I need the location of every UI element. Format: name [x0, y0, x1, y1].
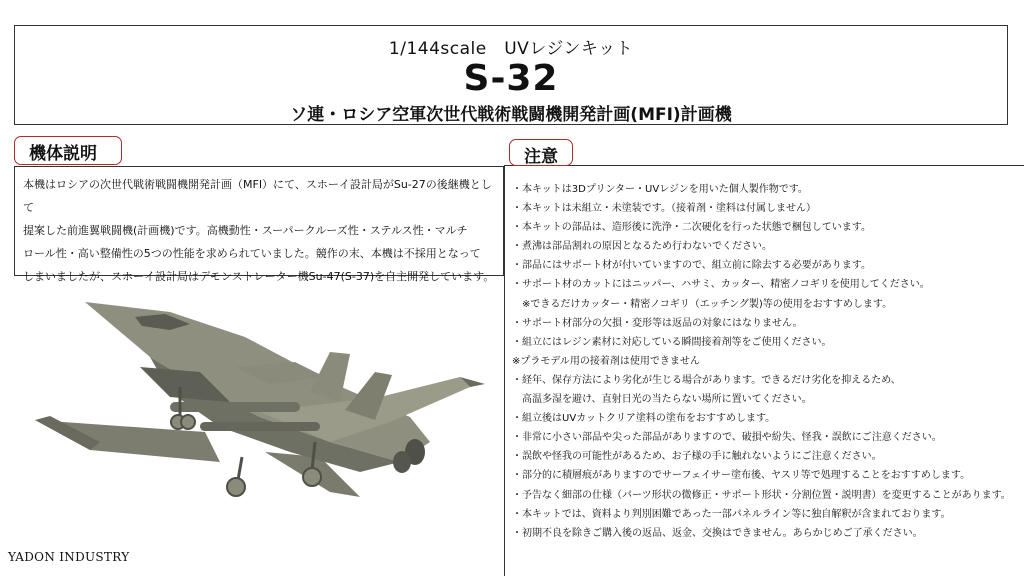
description-line: 提案した前進翼戦闘機(計画機)です。高機動性・スーパークルーズ性・ステルス性・マルチ: [23, 224, 468, 237]
note-item: ・本キットの部品は、造形後に洗浄・二次硬化を行った状態で梱包しています。: [512, 222, 871, 234]
model-name: S-32: [463, 58, 559, 99]
description-box: [14, 166, 504, 283]
note-item: ・組立後はUVカットクリア塗料の塗布をおすすめします。: [512, 413, 776, 425]
note-item: ・非常に小さい部品や尖った部品がありますので、破損や紛失、怪我・誤飲にご注意ください。: [512, 432, 942, 444]
note-item: ・初期不良を除きご購入後の返品、返金、交換はできません。あらかじめご了承ください。: [512, 527, 923, 539]
jet-airframe: [35, 302, 485, 497]
notes-list: [512, 180, 1020, 543]
note-item: ・煮沸は部品割れの原因となるため行わないでください。: [512, 241, 772, 253]
note-item: ・本キットでは、資料より判別困難であった一部パネルライン等に独自解釈が含まれております。: [512, 508, 951, 520]
note-item: ・組立にはレジン素材に対応している瞬間接着剤等をご使用ください。: [512, 336, 832, 348]
footer-brand: YADON INDUSTRY: [8, 550, 130, 564]
note-item: ・部分的に積層痕がありますのでサーフェイサー塗布後、ヤスリ等で処理することをおすすめします。: [512, 470, 971, 482]
note-item: ・部品にはサポート材が付いていますので、組立前に除去する必要があります。: [512, 260, 871, 272]
note-item: ・サポート材のカットにはニッパー、ハサミ、カッター、精密ノコギリを使用してください。: [512, 279, 930, 291]
header-box: [14, 25, 1008, 125]
note-item: ・本キットは未組立・未塗装です。（接着剤・塗料は付属しません）: [512, 203, 816, 215]
note-item: ・予告なく細部の仕様（パーツ形状の微修正・サポート形状・分割位置・説明書）を変更することがあります。: [512, 489, 1011, 501]
notes-border-left: [504, 165, 505, 576]
note-item: ・本キットは3Dプリンター・UVレジンを用いた個人製作物です。: [512, 184, 808, 195]
notes-tag: 注意: [509, 139, 573, 166]
notes-border-top: [504, 165, 1024, 166]
note-item: 高温多湿を避け、直射日光の当たらない場所に置いてください。: [512, 394, 812, 406]
note-item: ※プラモデル用の接着剤は使用できません: [512, 355, 700, 367]
note-item: ・サポート材部分の欠損・変形等は返品の対象にはなりません。: [512, 317, 803, 329]
note-item: ※できるだけカッター・精密ノコギリ（エッチング製)等の使用をおすすめします。: [512, 298, 893, 310]
jet-model-image: [30, 292, 500, 522]
scale-line: 1/144scale UVレジンキット: [388, 39, 634, 59]
note-item: ・経年、保存方法により劣化が生じる場合があります。できるだけ劣化を抑えるため、: [512, 374, 901, 386]
description-line: 本機はロシアの次世代戦術戦闘機開発計画（MFI）にて、スホーイ設計局がSu-27の後継機として: [23, 178, 492, 214]
description-line: ロール性・高い整備性の5つの性能を求められていました。競作の末、本機は不採用となって: [23, 247, 481, 260]
subtitle: ソ連・ロシア空軍次世代戦術戦闘機開発計画(MFI)計画機: [290, 105, 732, 125]
description-tag: 機体説明: [14, 136, 122, 165]
description-line: しまいましたが、スホーイ設計局はデモンストレーター機Su-47(S-37)を自主開発しています。: [23, 270, 495, 283]
note-item: ・誤飲や怪我の可能性があるため、お子様の手に触れないようにご注意ください。: [512, 451, 882, 463]
